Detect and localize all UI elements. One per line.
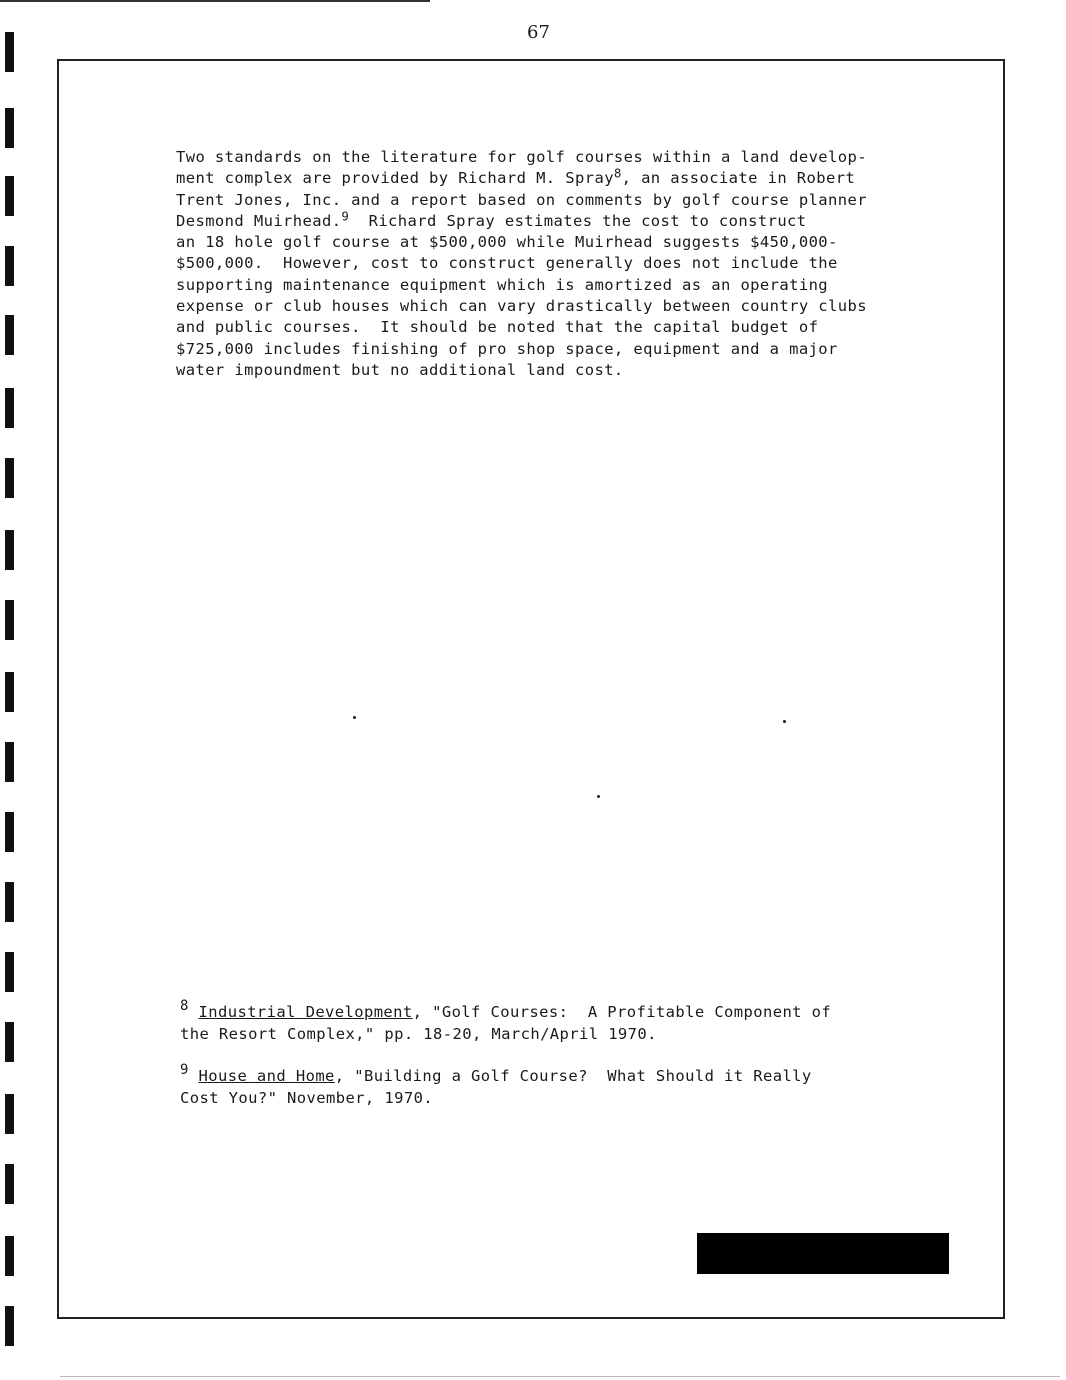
footnote-citation-text: Cost You?" November, 1970. [180,1089,434,1107]
binding-hole [5,388,14,428]
binding-hole [5,812,14,852]
paragraph-line [176,168,946,189]
binding-hole [5,32,14,72]
page-number: 67 [527,22,550,43]
binding-hole [5,530,14,570]
top-edge-rule [0,0,430,2]
paragraph-line-text: water impoundment but no additional land cost. [176,360,624,379]
footnote-citation-text: , "Building a Golf Course? What Should it Really [334,1067,812,1085]
footnote-line [180,1062,940,1087]
binding-hole [5,315,14,355]
paragraph-line [176,190,946,211]
paragraph-line-text: Desmond Muirhead. [176,211,342,230]
footnote-number: 8 [180,998,189,1015]
binding-hole [5,600,14,640]
footnote-reference: 9 [341,209,350,224]
paragraph-line-text: Two standards on the literature for golf courses within a land develop- [176,148,867,166]
paragraph-line [176,253,946,274]
binding-hole [5,952,14,992]
scan-speck [783,720,786,723]
footnote-source-title: House and Home [198,1067,335,1085]
binding-hole [5,742,14,782]
redaction-block [697,1233,949,1274]
paragraph-line-text: and public courses. It should be noted that the capital budget of [176,318,819,337]
footnote-number: 9 [180,1062,189,1079]
footnote-citation-text: , "Golf Courses: A Profitable Component of [412,1003,832,1021]
binding-hole [5,246,14,286]
binding-hole [5,672,14,712]
footnote-citation-text: the Resort Complex," pp. 18-20, March/April 1970. [180,1025,657,1043]
footnotes [180,998,940,1129]
paragraph-line [176,317,946,338]
binding-hole [5,1164,14,1204]
binding-hole [5,458,14,498]
paragraph-line-text: ment complex are provided by Richard M. Spray [176,169,614,188]
paragraph-line [176,296,946,317]
paragraph-line [176,147,946,168]
body-paragraph [176,147,946,381]
paragraph-line [176,360,946,381]
scan-speck [353,716,356,719]
paragraph-line-text: an 18 hole golf course at $500,000 while Muirhead suggests $450,000- [176,233,838,252]
footnote-source-title: Industrial Development [198,1003,413,1021]
paragraph-line [176,339,946,360]
bottom-edge-rule [60,1376,1060,1377]
binding-hole [5,1306,14,1346]
paragraph-line [176,232,946,253]
footnote [180,1062,940,1109]
paragraph-line-text: $725,000 includes finishing of pro shop space, equipment and a major [176,339,838,358]
binding-hole [5,1022,14,1062]
paragraph-line-text: Richard Spray estimates the cost to construct [349,211,807,230]
footnote-line [180,998,940,1023]
binding-hole [5,882,14,922]
footnote-reference: 8 [613,166,622,181]
footnote [180,998,940,1045]
scan-speck [597,795,600,798]
paragraph-line-text: supporting maintenance equipment which is amortized as an operating [176,275,829,294]
binding-hole [5,1236,14,1276]
binding-hole [5,1094,14,1134]
binding-hole [5,108,14,148]
paragraph-line-text: $500,000. However, cost to construct generally does not include the [176,254,838,273]
paragraph-line-text: expense or club houses which can vary drastically between country clubs [176,297,867,316]
paragraph-line [176,211,946,232]
paragraph-line [176,275,946,296]
binding-hole [5,176,14,216]
paragraph-line-text: , an associate in Robert [621,169,856,188]
paragraph-line-text: Trent Jones, Inc. and a report based on comments by golf course planner [176,190,867,209]
